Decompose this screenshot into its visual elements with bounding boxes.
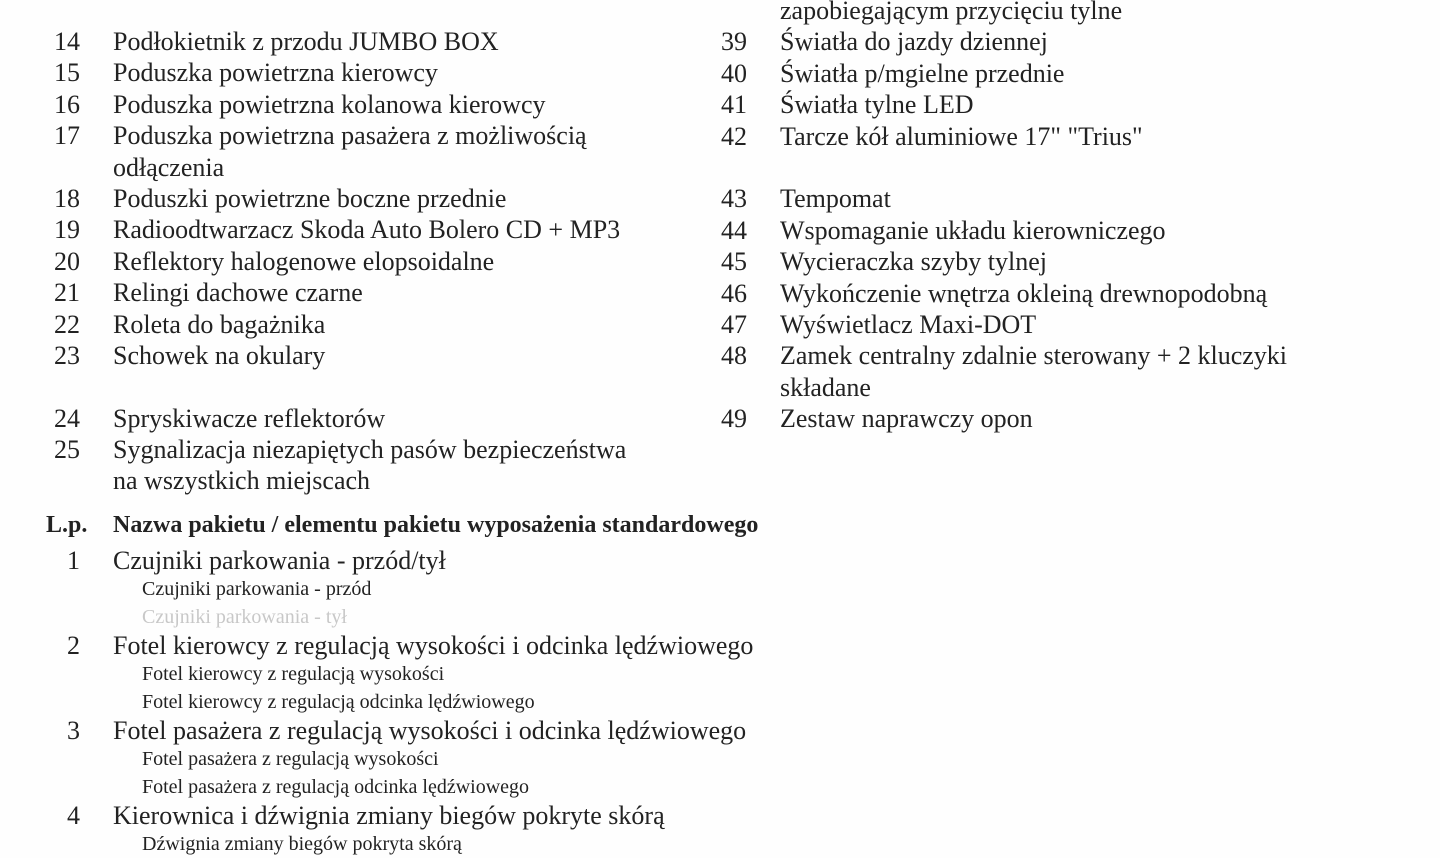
package-name: Czujniki parkowania - przód/tył xyxy=(113,546,446,575)
item-label: Poduszka powietrzna kolanowa kierowcy xyxy=(113,89,546,119)
header-lp: L.p. xyxy=(46,512,88,538)
item-number: 46 xyxy=(721,278,747,308)
item-label: Schowek na okulary xyxy=(113,340,326,370)
package-name: Fotel kierowcy z regulacją wysokości i odcinka lędźwiowego xyxy=(113,631,754,660)
item-label: Wycieraczka szyby tylnej xyxy=(780,247,1047,277)
package-element: Fotel kierowcy z regulacją wysokości xyxy=(142,663,445,685)
package-number: 3 xyxy=(67,716,80,745)
item-label: Relingi dachowe czarne xyxy=(113,278,363,308)
item-label: Wspomaganie układu kierowniczego xyxy=(780,215,1166,245)
item-label: Zamek centralny zdalnie sterowany + 2 kluczyki xyxy=(780,341,1288,371)
package-element: Czujniki parkowania - przód xyxy=(142,578,372,600)
package-element: Dźwignia zmiany biegów pokryta skórą xyxy=(142,833,462,855)
item-label: odłączenia xyxy=(113,152,225,182)
item-label: Poduszka powietrzna kierowcy xyxy=(113,58,438,88)
package-name: Fotel pasażera z regulacją wysokości i odcinka lędźwiowego xyxy=(113,716,747,745)
item-label: Światła do jazdy dziennej xyxy=(780,27,1048,57)
item-label: Tempomat xyxy=(780,184,891,214)
item-number: 18 xyxy=(54,183,80,213)
item-label: Podłokietnik z przodu JUMBO BOX xyxy=(113,27,499,56)
package-element: Fotel kierowcy z regulacją odcinka lędźwiowego xyxy=(142,691,535,713)
item-number: 21 xyxy=(54,278,80,308)
item-label: Spryskiwacze reflektorów xyxy=(113,403,386,433)
item-label: Zestaw naprawczy opon xyxy=(780,404,1033,434)
package-number: 4 xyxy=(67,801,80,830)
item-label: Światła p/mgielne przednie xyxy=(780,58,1065,88)
item-label: Sygnalizacja niezapiętych pasów bezpieczeństwa xyxy=(113,435,627,465)
item-label: Światła tylne LED xyxy=(780,90,974,120)
item-label: na wszystkich miejscach xyxy=(113,466,371,496)
package-element: Czujniki parkowania - tył xyxy=(142,606,347,628)
item-number: 43 xyxy=(721,184,747,214)
item-number: 25 xyxy=(54,435,80,465)
item-label: Reflektory halogenowe elopsoidalne xyxy=(113,246,495,276)
item-number: 41 xyxy=(721,90,747,120)
item-label: Wyświetlacz Maxi-DOT xyxy=(780,309,1037,339)
item-number: 20 xyxy=(54,246,80,276)
item-label: Wykończenie wnętrza okleiną drewnopodobną xyxy=(780,278,1268,308)
item-number: 19 xyxy=(54,215,80,245)
item-number: 23 xyxy=(54,340,80,370)
package-element: Fotel pasażera z regulacją odcinka lędźwiowego xyxy=(142,776,530,798)
package-name: Kierownica i dźwignia zmiany biegów pokryte skórą xyxy=(113,801,665,830)
item-number: 48 xyxy=(721,341,747,371)
item-label: Tarcze kół aluminiowe 17" "Trius" xyxy=(780,121,1143,151)
item-label: zapobiegającym przycięciu tylne xyxy=(780,0,1123,25)
package-element: Fotel pasażera z regulacją wysokości xyxy=(142,748,439,770)
item-label: składane xyxy=(780,372,871,402)
item-number: 49 xyxy=(721,404,747,434)
item-label: Roleta do bagażnika xyxy=(113,309,326,339)
item-number: 24 xyxy=(54,403,80,433)
item-number: 14 xyxy=(54,27,80,56)
item-number: 44 xyxy=(721,215,747,245)
package-number: 1 xyxy=(67,546,80,575)
item-number: 47 xyxy=(721,309,747,339)
item-number: 17 xyxy=(54,121,80,151)
package-number: 2 xyxy=(67,631,80,660)
item-number: 40 xyxy=(721,58,747,88)
header-package-name: Nazwa pakietu / elementu pakietu wyposażenia standardowego xyxy=(113,512,759,538)
item-number: 16 xyxy=(54,89,80,119)
item-number: 45 xyxy=(721,247,747,277)
item-number: 42 xyxy=(721,121,747,151)
item-label: Poduszki powietrzne boczne przednie xyxy=(113,183,507,213)
item-number: 39 xyxy=(721,27,747,57)
item-number: 15 xyxy=(54,58,80,88)
item-label: Radioodtwarzacz Skoda Auto Bolero CD + MP3 xyxy=(113,215,621,245)
item-number: 22 xyxy=(54,309,80,339)
item-label: Poduszka powietrzna pasażera z możliwością xyxy=(113,121,587,151)
